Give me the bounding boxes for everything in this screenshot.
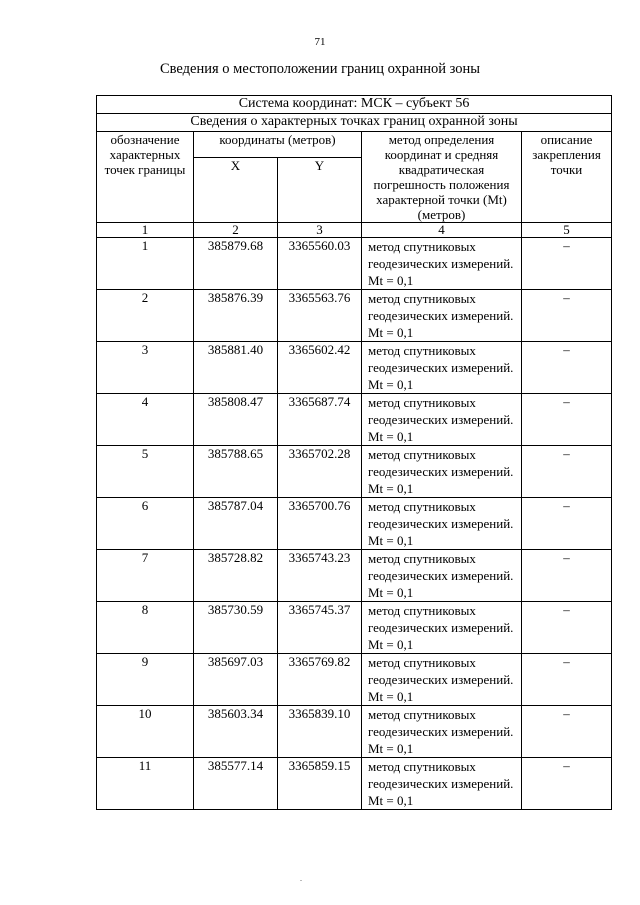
y-coordinate-cell: 3365602.42 [278,342,362,394]
header-coordinates: координаты (метров) [194,132,362,158]
method-cell: метод спутниковых геодезических измерений. Mt = 0,1 [362,290,522,342]
scan-speck [300,880,302,881]
point-id-cell: 9 [97,654,194,706]
x-coordinate-cell: 385881.40 [194,342,278,394]
method-cell: метод спутниковых геодезических измерений. Mt = 0,1 [362,446,522,498]
header-row-1 [97,132,612,158]
method-cell: метод спутниковых геодезических измерений. Mt = 0,1 [362,550,522,602]
table-row [97,654,612,706]
y-coordinate-cell: 3365702.28 [278,446,362,498]
table-row [97,602,612,654]
method-cell: метод спутниковых геодезических измерений. Mt = 0,1 [362,342,522,394]
description-cell: – [522,290,612,342]
x-coordinate-cell: 385788.65 [194,446,278,498]
coordinate-system-row [97,96,612,114]
x-coordinate-cell: 385787.04 [194,498,278,550]
method-cell: метод спутниковых геодезических измерений. Mt = 0,1 [362,706,522,758]
table-row [97,498,612,550]
point-id-cell: 10 [97,706,194,758]
description-cell: – [522,550,612,602]
y-coordinate-cell: 3365700.76 [278,498,362,550]
table-row [97,394,612,446]
header-y: Y [278,158,362,223]
header-designation: обозначение характерных точек границы [97,132,194,223]
column-number: 4 [362,223,522,238]
table-subtitle: Сведения о характерных точках границ охранной зоны [97,114,612,132]
y-coordinate-cell: 3365745.37 [278,602,362,654]
y-coordinate-cell: 3365859.15 [278,758,362,810]
method-cell: метод спутниковых геодезических измерений. Mt = 0,1 [362,238,522,290]
column-number: 3 [278,223,362,238]
point-id-cell: 6 [97,498,194,550]
x-coordinate-cell: 385577.14 [194,758,278,810]
description-cell: – [522,602,612,654]
header-method: метод определения координат и средняя квадратическая погрешность положения характерной точки (Mt) (метров) [362,132,522,223]
table-row [97,290,612,342]
x-coordinate-cell: 385879.68 [194,238,278,290]
table-row [97,758,612,810]
point-id-cell: 11 [97,758,194,810]
y-coordinate-cell: 3365560.03 [278,238,362,290]
point-id-cell: 4 [97,394,194,446]
document-title: Сведения о местоположении границ охранной зоны [159,61,480,77]
column-number: 5 [522,223,612,238]
y-coordinate-cell: 3365687.74 [278,394,362,446]
column-number: 1 [97,223,194,238]
point-id-cell: 1 [97,238,194,290]
header-description: описание закрепления точки [522,132,612,223]
description-cell: – [522,498,612,550]
method-cell: метод спутниковых геодезических измерений. Mt = 0,1 [362,654,522,706]
y-coordinate-cell: 3365839.10 [278,706,362,758]
point-id-cell: 3 [97,342,194,394]
description-cell: – [522,654,612,706]
description-cell: – [522,394,612,446]
table-row [97,342,612,394]
method-cell: метод спутниковых геодезических измерений. Mt = 0,1 [362,394,522,446]
y-coordinate-cell: 3365743.23 [278,550,362,602]
table-row [97,706,612,758]
method-cell: метод спутниковых геодезических измерений. Mt = 0,1 [362,758,522,810]
description-cell: – [522,238,612,290]
description-cell: – [522,706,612,758]
x-coordinate-cell: 385808.47 [194,394,278,446]
x-coordinate-cell: 385728.82 [194,550,278,602]
table-row [97,446,612,498]
y-coordinate-cell: 3365563.76 [278,290,362,342]
x-coordinate-cell: 385876.39 [194,290,278,342]
coordinates-table [96,95,612,810]
method-cell: метод спутниковых геодезических измерений. Mt = 0,1 [362,602,522,654]
x-coordinate-cell: 385730.59 [194,602,278,654]
description-cell: – [522,342,612,394]
table-row [97,238,612,290]
y-coordinate-cell: 3365769.82 [278,654,362,706]
point-id-cell: 5 [97,446,194,498]
column-numbers-row [97,223,612,238]
column-number: 2 [194,223,278,238]
table-row [97,550,612,602]
point-id-cell: 7 [97,550,194,602]
coordinate-system-label: Система координат: МСК – субъект 56 [97,96,612,114]
x-coordinate-cell: 385603.34 [194,706,278,758]
header-x: X [194,158,278,223]
method-cell: метод спутниковых геодезических измерений. Mt = 0,1 [362,498,522,550]
point-id-cell: 2 [97,290,194,342]
point-id-cell: 8 [97,602,194,654]
page-number: 71 [314,36,326,48]
description-cell: – [522,446,612,498]
table-subtitle-row [97,114,612,132]
description-cell: – [522,758,612,810]
x-coordinate-cell: 385697.03 [194,654,278,706]
